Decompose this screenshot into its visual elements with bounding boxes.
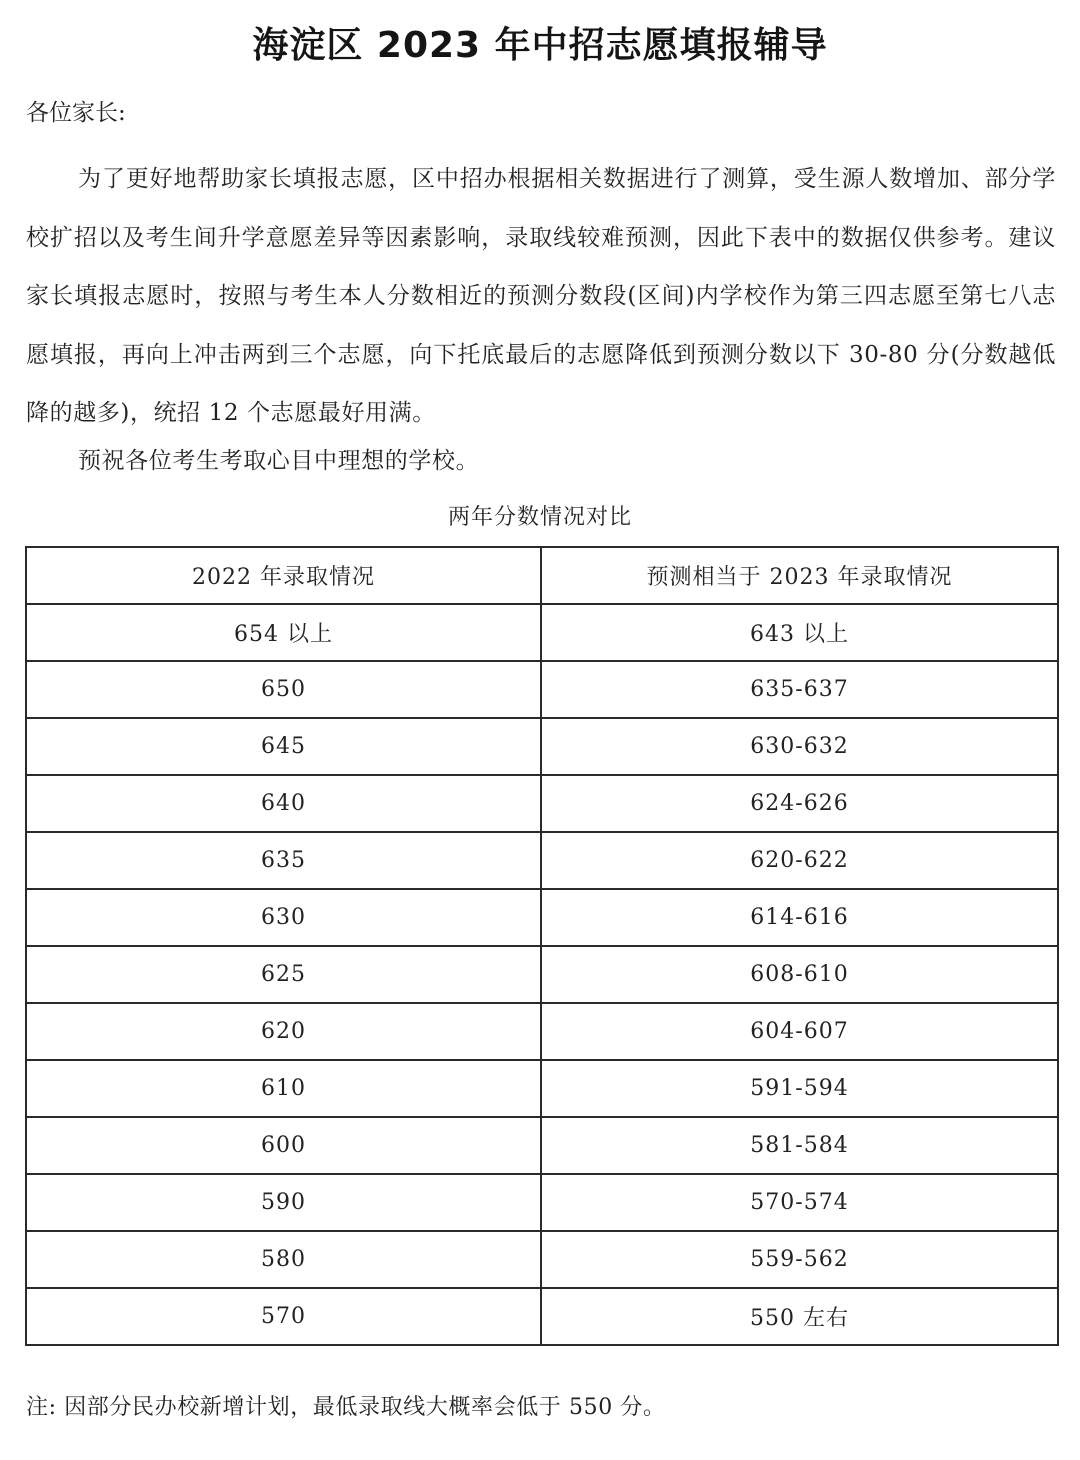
closing-line: 预祝各位考生考取心目中理想的学校。 [78,448,480,474]
document-title: 海淀区 2023 年中招志愿填报辅导 [252,25,828,66]
cell-2023: 643 以上 [541,604,1058,661]
table-row [26,775,1058,832]
table-row [26,1288,1058,1345]
cell-2022: 640 [26,775,541,832]
table-row [26,1174,1058,1231]
table-header-row [26,547,1058,604]
cell-2022: 630 [26,889,541,946]
cell-2022: 620 [26,1003,541,1060]
cell-2023: 620-622 [541,832,1058,889]
cell-2022: 610 [26,1060,541,1117]
cell-2022: 625 [26,946,541,1003]
cell-2023: 608-610 [541,946,1058,1003]
cell-2023: 550 左右 [541,1288,1058,1345]
salutation: 各位家长: [26,100,126,126]
table-row [26,604,1058,661]
table-row [26,1117,1058,1174]
cell-2023: 614-616 [541,889,1058,946]
table-row [26,1003,1058,1060]
table-row [26,1060,1058,1117]
cell-2022: 590 [26,1174,541,1231]
cell-2023: 581-584 [541,1117,1058,1174]
cell-2023: 624-626 [541,775,1058,832]
cell-2023: 604-607 [541,1003,1058,1060]
footnote: 注: 因部分民办校新增计划，最低录取线大概率会低于 550 分。 [26,1395,666,1420]
table-row [26,1231,1058,1288]
header-2022: 2022 年录取情况 [26,547,541,604]
score-comparison-table [25,546,1059,1346]
cell-2022: 654 以上 [26,604,541,661]
cell-2022: 650 [26,661,541,718]
cell-2023: 635-637 [541,661,1058,718]
table-row [26,718,1058,775]
table-row [26,661,1058,718]
cell-2023: 570-574 [541,1174,1058,1231]
cell-2023: 559-562 [541,1231,1058,1288]
cell-2023: 591-594 [541,1060,1058,1117]
cell-2022: 570 [26,1288,541,1345]
header-2023-prediction: 预测相当于 2023 年录取情况 [541,547,1058,604]
table-row [26,889,1058,946]
table-row [26,832,1058,889]
body-paragraph: 为了更好地帮助家长填报志愿，区中招办根据相关数据进行了测算，受生源人数增加、部分学校扩招以及考生间升学意愿差异等因素影响，录取线较难预测，因此下表中的数据仅供参考。建议家长填报志愿时，按照与考生本人分数相近的预测分数段(区间)内学校作为第三四志愿至第七八志愿填报，再向上冲击两到三个志愿，向下托底最后的志愿降低到预测分数以下 30-80 分(分数越低降的越多)，统招 12 个志愿最好用满。 [26,166,1056,426]
cell-2022: 600 [26,1117,541,1174]
table-caption: 两年分数情况对比 [447,505,632,530]
table-row [26,946,1058,1003]
cell-2023: 630-632 [541,718,1058,775]
cell-2022: 635 [26,832,541,889]
cell-2022: 580 [26,1231,541,1288]
cell-2022: 645 [26,718,541,775]
